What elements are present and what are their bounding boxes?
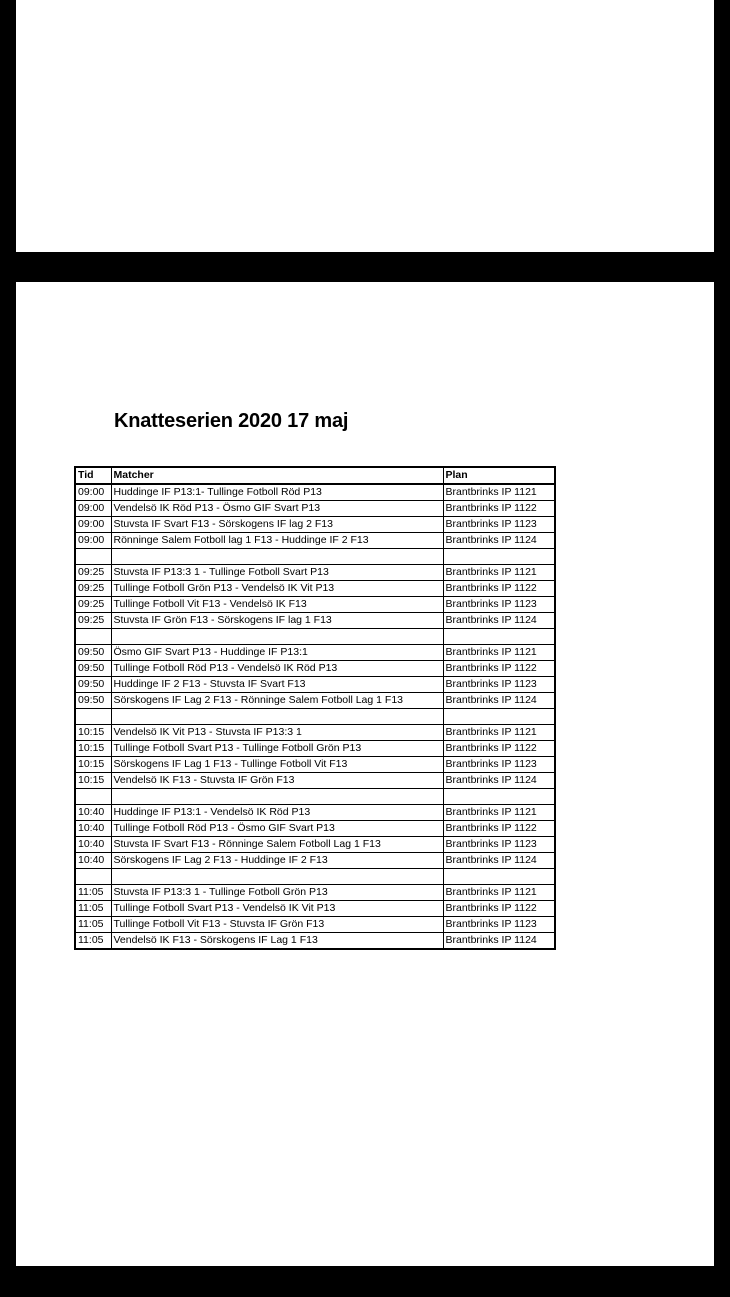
table-row [75,773,555,789]
match-cell: Tullinge Fotboll Svart P13 - Tullinge Fotboll Grön P13 [111,741,443,757]
table-row [75,917,555,933]
time-cell: 10:15 [75,725,111,741]
match-cell: Rönninge Salem Fotboll lag 1 F13 - Huddinge IF 2 F13 [111,533,443,549]
match-cell: Tullinge Fotboll Vit F13 - Stuvsta IF Grön F13 [111,917,443,933]
time-cell: 10:15 [75,741,111,757]
field-cell: Brantbrinks IP 1121 [443,645,555,661]
table-row [75,501,555,517]
field-cell: Brantbrinks IP 1123 [443,597,555,613]
empty-cell [111,789,443,805]
empty-cell [443,709,555,725]
time-cell: 11:05 [75,885,111,901]
time-cell: 10:40 [75,821,111,837]
field-cell: Brantbrinks IP 1123 [443,757,555,773]
field-cell: Brantbrinks IP 1121 [443,885,555,901]
match-cell: Stuvsta IF P13:3 1 - Tullinge Fotboll Svart P13 [111,565,443,581]
field-cell: Brantbrinks IP 1122 [443,901,555,917]
empty-cell [75,709,111,725]
empty-cell [111,629,443,645]
time-cell: 10:40 [75,805,111,821]
table-row [75,837,555,853]
table-row [75,725,555,741]
time-cell: 09:00 [75,501,111,517]
column-header-match: Matcher [111,467,443,484]
table-row [75,805,555,821]
time-cell: 10:15 [75,773,111,789]
table-row [75,933,555,950]
table-row [75,757,555,773]
empty-cell [75,549,111,565]
table-row [75,693,555,709]
spacer-row [75,789,555,805]
spacer-row [75,629,555,645]
match-cell: Sörskogens IF Lag 1 F13 - Tullinge Fotboll Vit F13 [111,757,443,773]
table-header-row [75,467,555,484]
match-cell: Tullinge Fotboll Svart P13 - Vendelsö IK Vit P13 [111,901,443,917]
match-cell: Vendelsö IK Röd P13 - Ösmo GIF Svart P13 [111,501,443,517]
match-cell: Stuvsta IF Grön F13 - Sörskogens IF lag 1 F13 [111,613,443,629]
time-cell: 09:50 [75,661,111,677]
column-header-field: Plan [443,467,555,484]
time-cell: 09:25 [75,597,111,613]
empty-cell [443,549,555,565]
table-row [75,533,555,549]
field-cell: Brantbrinks IP 1123 [443,917,555,933]
time-cell: 09:25 [75,613,111,629]
table-row [75,661,555,677]
empty-cell [75,789,111,805]
document-title: Knatteserien 2020 17 maj [114,410,349,432]
spacer-row [75,549,555,565]
table-row [75,597,555,613]
time-cell: 10:40 [75,853,111,869]
match-cell: Tullinge Fotboll Vit F13 - Vendelsö IK F13 [111,597,443,613]
table-row [75,853,555,869]
time-cell: 09:25 [75,565,111,581]
time-cell: 09:50 [75,645,111,661]
table-row [75,901,555,917]
field-cell: Brantbrinks IP 1123 [443,517,555,533]
time-cell: 09:50 [75,677,111,693]
field-cell: Brantbrinks IP 1122 [443,501,555,517]
match-cell: Stuvsta IF Svart F13 - Sörskogens IF lag 2 F13 [111,517,443,533]
time-cell: 09:50 [75,693,111,709]
table-row [75,565,555,581]
time-cell: 10:15 [75,757,111,773]
table-row [75,484,555,501]
field-cell: Brantbrinks IP 1121 [443,725,555,741]
match-cell: Tullinge Fotboll Röd P13 - Ösmo GIF Svart P13 [111,821,443,837]
field-cell: Brantbrinks IP 1122 [443,741,555,757]
time-cell: 09:00 [75,484,111,501]
time-cell: 11:05 [75,901,111,917]
field-cell: Brantbrinks IP 1121 [443,805,555,821]
field-cell: Brantbrinks IP 1124 [443,853,555,869]
previous-page [16,0,714,252]
field-cell: Brantbrinks IP 1123 [443,837,555,853]
column-header-time: Tid [75,467,111,484]
time-cell: 09:25 [75,581,111,597]
empty-cell [111,869,443,885]
empty-cell [443,869,555,885]
empty-cell [443,789,555,805]
table-body [75,484,555,949]
match-cell: Huddinge IF P13:1 - Vendelsö IK Röd P13 [111,805,443,821]
field-cell: Brantbrinks IP 1124 [443,773,555,789]
match-cell: Huddinge IF 2 F13 - Stuvsta IF Svart F13 [111,677,443,693]
empty-cell [111,709,443,725]
table-row [75,741,555,757]
table-row [75,677,555,693]
time-cell: 09:00 [75,533,111,549]
field-cell: Brantbrinks IP 1122 [443,821,555,837]
empty-cell [111,549,443,565]
time-cell: 11:05 [75,933,111,950]
empty-cell [75,869,111,885]
match-schedule-table [74,466,556,950]
match-cell: Huddinge IF P13:1- Tullinge Fotboll Röd P13 [111,484,443,501]
table-row [75,517,555,533]
time-cell: 10:40 [75,837,111,853]
match-cell: Vendelsö IK Vit P13 - Stuvsta IF P13:3 1 [111,725,443,741]
field-cell: Brantbrinks IP 1122 [443,661,555,677]
field-cell: Brantbrinks IP 1121 [443,565,555,581]
match-cell: Ösmo GIF Svart P13 - Huddinge IF P13:1 [111,645,443,661]
match-cell: Vendelsö IK F13 - Stuvsta IF Grön F13 [111,773,443,789]
table-row [75,645,555,661]
time-cell: 11:05 [75,917,111,933]
spacer-row [75,709,555,725]
table-row [75,581,555,597]
empty-cell [75,629,111,645]
match-cell: Sörskogens IF Lag 2 F13 - Rönninge Salem Fotboll Lag 1 F13 [111,693,443,709]
field-cell: Brantbrinks IP 1124 [443,693,555,709]
match-cell: Tullinge Fotboll Grön P13 - Vendelsö IK Vit P13 [111,581,443,597]
field-cell: Brantbrinks IP 1121 [443,484,555,501]
time-cell: 09:00 [75,517,111,533]
field-cell: Brantbrinks IP 1124 [443,533,555,549]
document-page [16,282,714,1266]
table-row [75,885,555,901]
match-cell: Tullinge Fotboll Röd P13 - Vendelsö IK Röd P13 [111,661,443,677]
table-row [75,821,555,837]
match-cell: Stuvsta IF Svart F13 - Rönninge Salem Fotboll Lag 1 F13 [111,837,443,853]
empty-cell [443,629,555,645]
field-cell: Brantbrinks IP 1122 [443,581,555,597]
field-cell: Brantbrinks IP 1124 [443,613,555,629]
match-cell: Vendelsö IK F13 - Sörskogens IF Lag 1 F13 [111,933,443,950]
field-cell: Brantbrinks IP 1123 [443,677,555,693]
field-cell: Brantbrinks IP 1124 [443,933,555,950]
spacer-row [75,869,555,885]
match-cell: Stuvsta IF P13:3 1 - Tullinge Fotboll Grön P13 [111,885,443,901]
match-cell: Sörskogens IF Lag 2 F13 - Huddinge IF 2 F13 [111,853,443,869]
table-row [75,613,555,629]
